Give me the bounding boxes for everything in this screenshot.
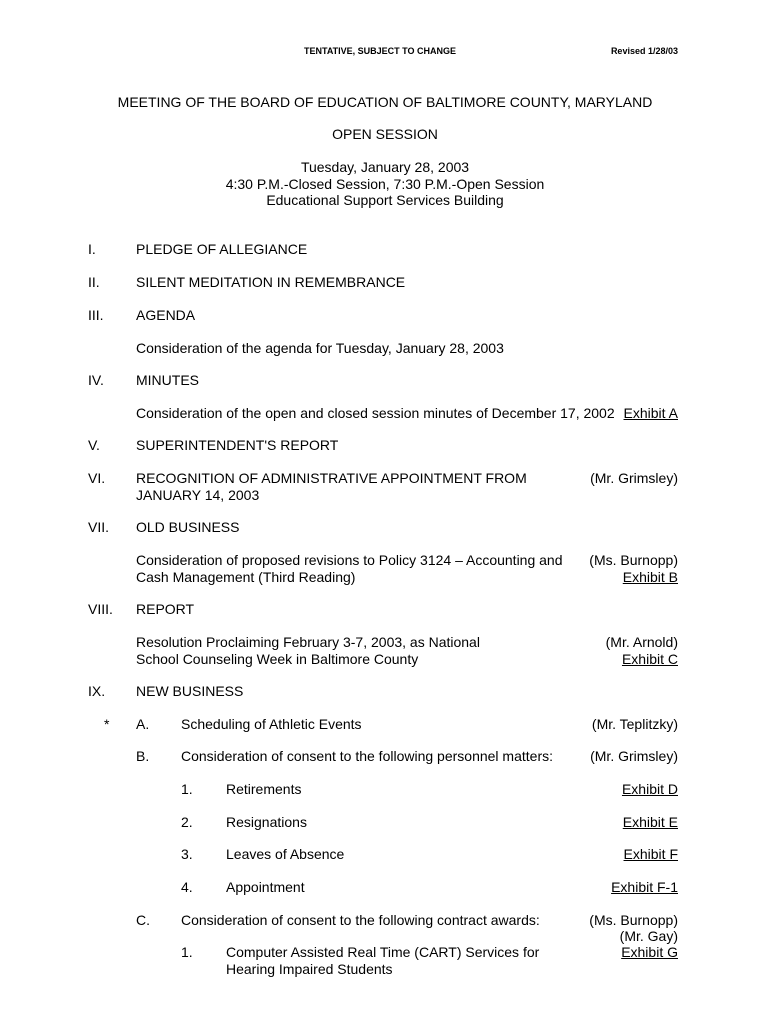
- section-title: SILENT MEDITATION IN REMEMBRANCE: [136, 274, 406, 290]
- presenter: (Mr. Teplitzky): [591, 716, 678, 732]
- section-number: VIII.: [88, 601, 113, 617]
- item-number: 2.: [181, 814, 193, 830]
- section-title: SUPERINTENDENT'S REPORT: [136, 437, 339, 453]
- subitem-text: Scheduling of Athletic Events: [181, 716, 362, 732]
- exhibit-link[interactable]: Exhibit E: [622, 814, 678, 830]
- item-text: Retirements: [226, 781, 302, 797]
- meeting-times: 4:30 P.M.-Closed Session, 7:30 P.M.-Open Session: [225, 176, 545, 192]
- presenter: (Mr. Gay): [619, 928, 678, 944]
- section-description: Resolution Proclaiming February 3-7, 2003, as National: [136, 634, 480, 650]
- section-description: Consideration of the open and closed session minutes of December 17, 2002: [136, 405, 615, 421]
- section-number: III.: [88, 307, 104, 323]
- item-number: 1.: [181, 781, 193, 797]
- meeting-location: Educational Support Services Building: [266, 192, 504, 208]
- asterisk-marker: *: [104, 716, 110, 732]
- meeting-title: MEETING OF THE BOARD OF EDUCATION OF BALTIMORE COUNTY, MARYLAND: [117, 94, 653, 110]
- section-number: VII.: [88, 519, 110, 535]
- section-number: V.: [88, 437, 100, 453]
- section-number: IV.: [88, 372, 104, 388]
- section-number: VI.: [88, 470, 106, 486]
- item-text: Computer Assisted Real Time (CART) Services for: [226, 944, 540, 960]
- presenter: (Mr. Grimsley): [590, 470, 678, 486]
- section-title: MINUTES: [136, 372, 199, 388]
- meeting-date: Tuesday, January 28, 2003: [300, 159, 470, 175]
- presenter: (Ms. Burnopp): [589, 912, 678, 928]
- section-title: AGENDA: [136, 307, 196, 323]
- item-number: 4.: [181, 879, 193, 895]
- section-number: I.: [88, 241, 96, 257]
- subitem-letter: A.: [136, 716, 150, 732]
- item-text: Leaves of Absence: [226, 846, 345, 862]
- exhibit-link[interactable]: Exhibit G: [621, 944, 678, 960]
- presenter: (Ms. Burnopp): [589, 552, 678, 568]
- section-description: Consideration of proposed revisions to Policy 3124 – Accounting and: [136, 552, 563, 568]
- section-title: NEW BUSINESS: [136, 683, 244, 699]
- subitem-letter: C.: [136, 912, 150, 928]
- section-title: RECOGNITION OF ADMINISTRATIVE APPOINTMENT FROM: [136, 470, 527, 486]
- subitem-letter: B.: [136, 748, 150, 764]
- exhibit-link[interactable]: Exhibit F: [623, 846, 678, 862]
- exhibit-link[interactable]: Exhibit B: [622, 569, 678, 585]
- item-text: Resignations: [226, 814, 307, 830]
- item-text: Appointment: [226, 879, 305, 895]
- section-title: OLD BUSINESS: [136, 519, 240, 535]
- exhibit-link[interactable]: Exhibit F-1: [611, 879, 678, 895]
- exhibit-link[interactable]: Exhibit C: [621, 651, 678, 667]
- section-title: REPORT: [136, 601, 195, 617]
- subitem-text: Consideration of consent to the following contract awards:: [181, 912, 540, 928]
- presenter: (Mr. Grimsley): [590, 748, 678, 764]
- status-header: TENTATIVE, SUBJECT TO CHANGE: [304, 46, 457, 56]
- section-description-continued: School Counseling Week in Baltimore County: [136, 651, 419, 667]
- section-number: II.: [88, 274, 100, 290]
- item-number: 3.: [181, 846, 193, 862]
- section-title-continued: JANUARY 14, 2003: [136, 487, 260, 503]
- section-description-continued: Cash Management (Third Reading): [136, 569, 356, 585]
- item-number: 1.: [181, 944, 193, 960]
- exhibit-link[interactable]: Exhibit D: [621, 781, 678, 797]
- section-title: PLEDGE OF ALLEGIANCE: [136, 241, 308, 257]
- session-title: OPEN SESSION: [332, 126, 438, 142]
- presenter: (Mr. Arnold): [605, 634, 678, 650]
- subitem-text: Consideration of consent to the following personnel matters:: [181, 748, 553, 764]
- section-description: Consideration of the agenda for Tuesday, January 28, 2003: [136, 340, 504, 356]
- revised-date: Revised 1/28/03: [610, 46, 678, 56]
- section-number: IX.: [88, 683, 106, 699]
- exhibit-link[interactable]: Exhibit A: [623, 405, 678, 421]
- item-text-continued: Hearing Impaired Students: [226, 961, 393, 977]
